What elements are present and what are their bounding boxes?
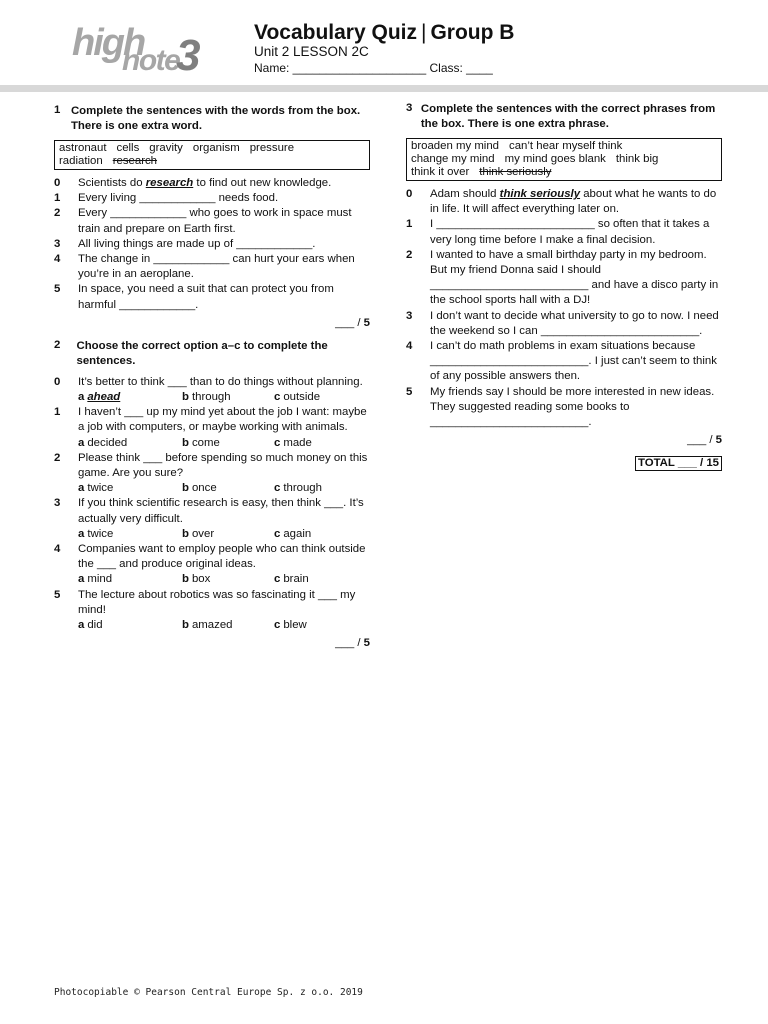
- page-title: [254, 22, 514, 43]
- box-phrase: think big: [615, 153, 659, 165]
- right-column: [406, 102, 722, 471]
- option-text: outside: [283, 391, 321, 404]
- item-text: I wanted to have a small birthday party in my bedroom. But my friend Donna said I should _________________________ and have a disco party in the school sports hall with a DJ!: [430, 248, 719, 307]
- logo-number: 3: [176, 31, 201, 80]
- box-phrase: can’t hear myself think: [509, 140, 623, 152]
- section-1-heading: [54, 104, 370, 134]
- option-letter: b: [182, 391, 189, 404]
- list-item: [54, 206, 370, 236]
- option-text: amazed: [191, 619, 233, 632]
- option-letter: c: [274, 619, 281, 632]
- box-word: organism: [192, 142, 240, 154]
- example-answer: research: [145, 177, 194, 189]
- options-row: [78, 572, 370, 587]
- item-number: 3: [54, 237, 61, 250]
- item-number: 3: [54, 497, 61, 510]
- option-b: [182, 572, 274, 587]
- item-number: 2: [406, 248, 413, 261]
- item-text: The change in ____________ can hurt your ears when you’re in an aeroplane.: [78, 253, 355, 281]
- phrase-box: [406, 138, 722, 181]
- item-text: The lecture about robotics was so fascinating it ___ my mind!: [78, 588, 356, 616]
- box-word-used: research: [112, 155, 158, 167]
- section-instruction: Complete the sentences with the correct phrases from the box. There is one extra phrase.: [420, 103, 716, 130]
- option-text: once: [191, 482, 217, 495]
- option-text: decided: [87, 436, 128, 449]
- option-a: [78, 390, 182, 405]
- list-item: [54, 176, 370, 191]
- option-b: [182, 527, 274, 542]
- title-separator: |: [421, 21, 427, 44]
- item-text: [78, 176, 370, 191]
- options-row: [78, 390, 370, 405]
- option-a: [78, 436, 182, 451]
- option-b: [182, 390, 274, 405]
- item-number: 0: [54, 177, 61, 189]
- option-letter: c: [274, 391, 281, 404]
- section-number: 1: [54, 104, 61, 116]
- item-text: Every ____________ who goes to work in space must train and prepare on Earth first.: [78, 207, 352, 235]
- box-phrase: my mind goes blank: [504, 153, 606, 165]
- option-a: [78, 481, 182, 496]
- total-score: [406, 456, 722, 471]
- list-item: [406, 385, 722, 431]
- option-text: brain: [283, 573, 309, 586]
- list-item: [406, 309, 722, 339]
- list-item: [54, 191, 370, 206]
- list-item: [54, 496, 370, 526]
- box-phrase: think it over: [411, 166, 470, 178]
- option-text: twice: [87, 527, 114, 540]
- item-number: 0: [54, 375, 61, 388]
- item-number: 4: [54, 253, 61, 266]
- box-word: radiation: [59, 155, 103, 167]
- option-letter: a: [78, 619, 85, 632]
- item-text: If you think scientific research is easy, then think ___. It’s actually very difficult.: [78, 497, 364, 525]
- list-item: [54, 282, 370, 312]
- option-text: blew: [283, 619, 307, 632]
- item-text-post: to find out new knowledge.: [193, 177, 332, 189]
- item-number: 5: [54, 588, 61, 601]
- score-blank: ___ /: [335, 316, 364, 329]
- item-text: Companies want to employ people who can think outside the ___ and produce original ideas.: [78, 543, 366, 571]
- option-text: mind: [87, 573, 113, 586]
- options-row: [78, 618, 370, 633]
- item-number: 2: [54, 207, 61, 220]
- option-c: [274, 572, 309, 587]
- option-letter: a: [78, 482, 85, 495]
- header-divider: [0, 85, 768, 92]
- score-blank: ___ /: [335, 637, 364, 650]
- option-letter: b: [182, 436, 189, 449]
- list-item: [54, 375, 370, 390]
- option-c: [274, 527, 311, 542]
- option-letter: a: [78, 436, 85, 449]
- item-text: I haven’t ___ up my mind yet about the job I want: maybe a job with computers, or maybe working with animals.: [78, 406, 367, 434]
- item-number: 1: [54, 406, 61, 419]
- item-text: [430, 187, 722, 217]
- logo-word-high: high: [72, 22, 145, 64]
- word-box: [54, 140, 370, 170]
- item-text: In space, you need a suit that can protect you from harmful ____________.: [78, 283, 334, 311]
- section-instruction: Choose the correct option a–c to complete the sentences.: [76, 339, 328, 367]
- section-2-score: [54, 636, 370, 651]
- item-number: 0: [406, 188, 413, 200]
- item-number: 1: [54, 192, 61, 205]
- item-text: Please think ___ before spending so much money on this game. Are you sure?: [78, 451, 368, 480]
- list-item: [406, 187, 722, 217]
- item-number: 2: [54, 451, 61, 464]
- section-instruction: Complete the sentences with the words from the box. There is one extra word.: [70, 105, 361, 132]
- score-max: 5: [715, 434, 722, 447]
- score-max: 5: [363, 637, 370, 650]
- item-text-pre: Adam should: [430, 188, 500, 200]
- box-phrase: broaden my mind: [411, 140, 500, 152]
- option-letter: b: [182, 482, 189, 495]
- option-a: [78, 527, 182, 542]
- logo-word-note: note: [122, 44, 180, 77]
- list-item: [54, 252, 370, 282]
- high-note-logo: [72, 24, 204, 80]
- lesson-subtitle: Unit 2 LESSON 2C: [254, 44, 369, 59]
- item-number: 5: [406, 385, 413, 398]
- option-c: [274, 390, 320, 405]
- option-text: made: [283, 436, 312, 449]
- name-class-line: Name: ____________________ Class: ____: [254, 61, 493, 75]
- box-word: pressure: [249, 142, 295, 154]
- option-letter: c: [274, 436, 281, 449]
- list-item: [406, 217, 722, 247]
- section-3-heading: [406, 102, 722, 132]
- title-main: Vocabulary Quiz: [254, 21, 417, 44]
- option-text: did: [87, 619, 103, 632]
- option-letter: a: [78, 391, 85, 404]
- option-c: [274, 436, 312, 451]
- option-letter: b: [182, 573, 189, 586]
- example-answer: ahead: [87, 391, 121, 404]
- item-text-post: about what he wants to do in life. It will affect everything later on.: [430, 188, 717, 216]
- title-group: Group B: [430, 21, 515, 44]
- score-max: 5: [363, 316, 370, 329]
- item-number: 3: [406, 309, 413, 322]
- list-item: [406, 339, 722, 385]
- option-b: [182, 618, 274, 633]
- option-text: through: [283, 482, 322, 495]
- option-letter: a: [78, 573, 85, 586]
- options-row: [78, 481, 370, 496]
- item-text: I _________________________ so often that it takes a very long time before I make a final decision.: [430, 218, 710, 246]
- box-word: astronaut: [59, 142, 107, 154]
- copyright-footer: Photocopiable © Pearson Central Europe Sp. z o.o. 2019: [54, 987, 363, 998]
- item-number: 4: [406, 340, 413, 353]
- option-text: box: [191, 573, 211, 586]
- total-score-box: TOTAL ___ / 15: [635, 456, 722, 471]
- item-text: I don’t want to decide what university to go to now. I need the weekend so I can _________________________.: [430, 309, 719, 337]
- list-item: [54, 542, 370, 572]
- item-text: It’s better to think ___ than to do things without planning.: [78, 375, 363, 388]
- item-text: My friends say I should be more interested in new ideas. They suggested reading some books to _________________________.: [430, 385, 715, 429]
- item-text: I can’t do math problems in exam situations because _________________________. I just can’t seem to think of any possible answers then.: [430, 340, 717, 383]
- option-c: [274, 618, 307, 633]
- box-phrase-used: think seriously: [479, 166, 552, 178]
- score-blank: ___ /: [687, 434, 716, 447]
- item-number: 5: [54, 283, 61, 296]
- section-2-heading: [54, 339, 370, 369]
- item-text-pre: Scientists do: [78, 177, 146, 189]
- left-column: [54, 104, 370, 659]
- option-text: come: [191, 436, 220, 449]
- list-item: [54, 588, 370, 618]
- option-letter: c: [274, 527, 281, 540]
- list-item: [54, 237, 370, 252]
- item-number: 4: [54, 543, 61, 556]
- list-item: [54, 451, 370, 481]
- option-letter: b: [182, 527, 189, 540]
- option-text: over: [191, 527, 215, 540]
- option-letter: c: [274, 482, 281, 495]
- section-3-score: [406, 433, 722, 448]
- box-word: cells: [116, 142, 140, 154]
- option-b: [182, 436, 274, 451]
- box-word: gravity: [149, 142, 183, 154]
- option-b: [182, 481, 274, 496]
- option-text: twice: [87, 482, 114, 495]
- options-row: [78, 527, 370, 542]
- option-letter: c: [274, 573, 281, 586]
- section-number: 2: [54, 338, 61, 351]
- option-text: again: [283, 527, 312, 540]
- section-number: 3: [406, 102, 413, 114]
- item-text: Every living ____________ needs food.: [78, 192, 279, 205]
- list-item: [54, 405, 370, 435]
- option-letter: a: [78, 527, 85, 540]
- option-text: through: [191, 391, 231, 404]
- example-answer: think seriously: [499, 188, 581, 200]
- item-text: All living things are made up of ____________.: [78, 237, 316, 250]
- option-a: [78, 618, 182, 633]
- item-number: 1: [406, 218, 413, 231]
- list-item: [406, 248, 722, 309]
- section-1-score: [54, 316, 370, 331]
- option-letter: b: [182, 619, 189, 632]
- option-c: [274, 481, 322, 496]
- option-a: [78, 572, 182, 587]
- options-row: [78, 436, 370, 451]
- box-phrase: change my mind: [411, 153, 495, 165]
